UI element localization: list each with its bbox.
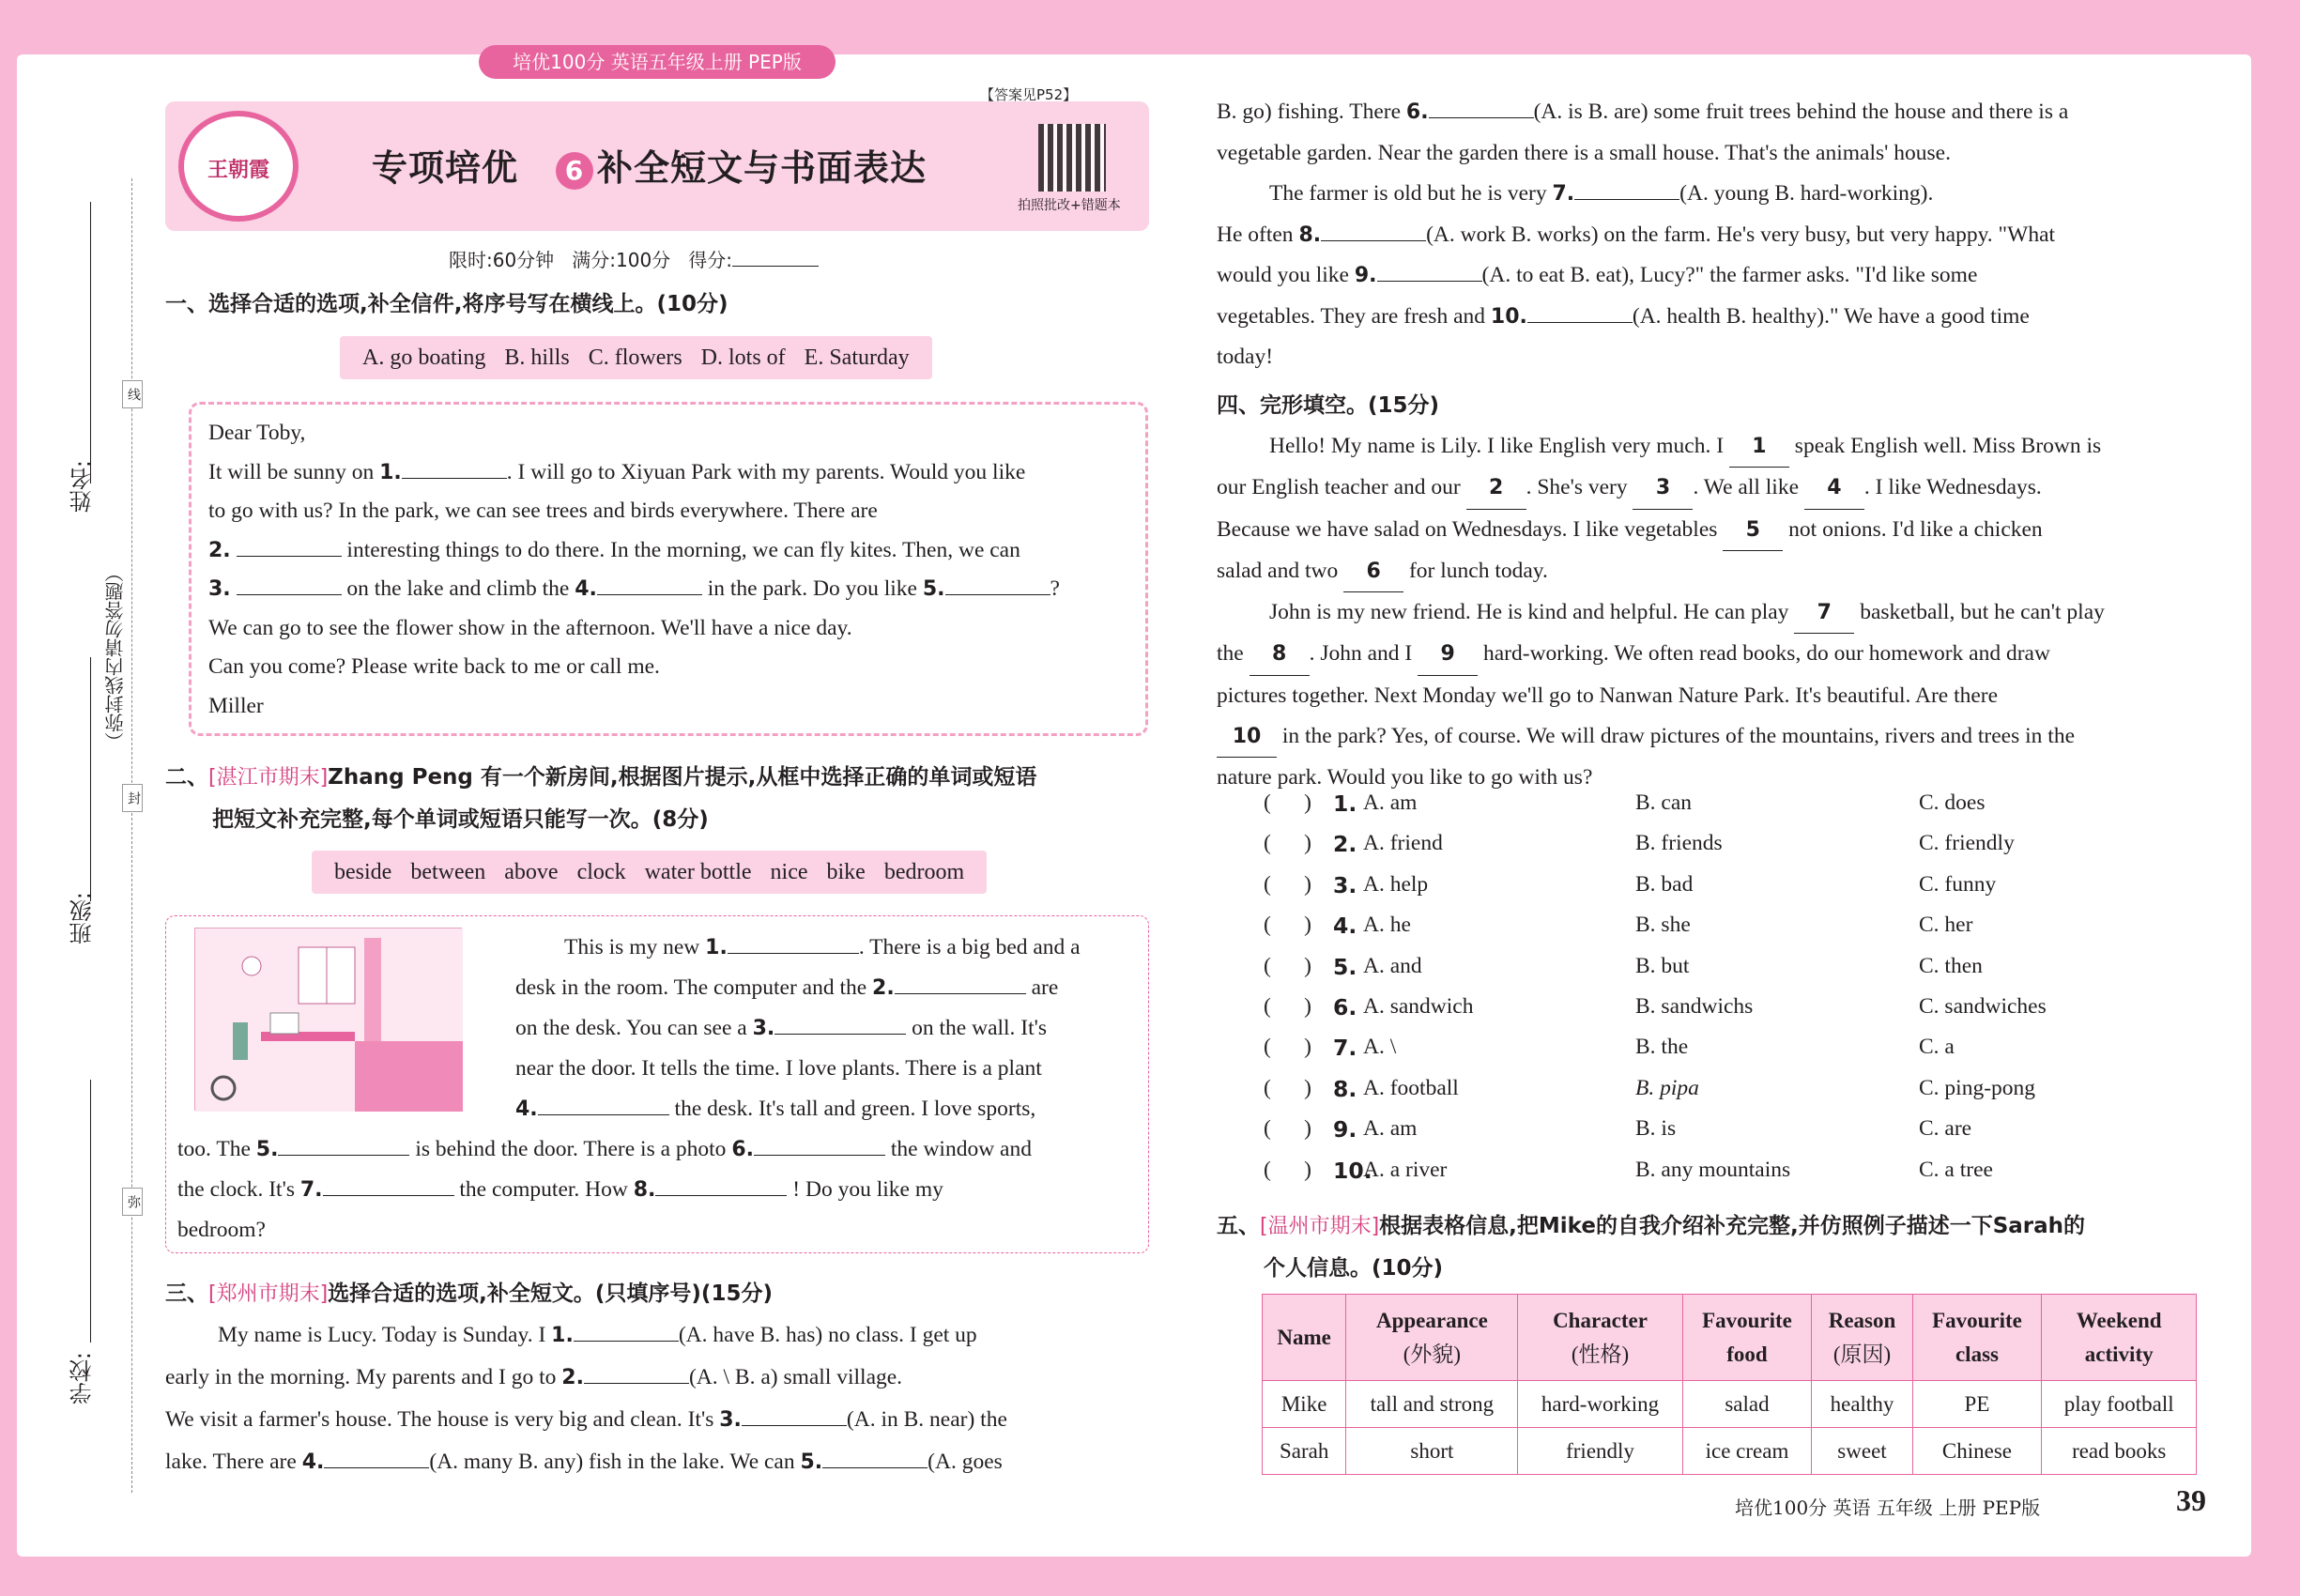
cloze-blank-7[interactable]: 7 <box>1794 592 1854 634</box>
letter-greeting: Dear Toby, <box>208 421 306 445</box>
question-number: 1. <box>1333 790 1357 817</box>
s3-blank-2[interactable] <box>584 1359 689 1384</box>
choice-b: B. pipa <box>1635 1075 1699 1100</box>
choice-b: B. but <box>1635 953 1690 978</box>
cloze-blank-1[interactable]: 1 <box>1729 426 1789 468</box>
choice-a: A. am <box>1363 1116 1418 1142</box>
section-2-heading: 二、[湛江市期末]Zhang Peng 有一个新房间,根据图片提示,从框中选择正确的单词或短语 把短文补充完整,每个单词或短语只能写一次。(8分) <box>165 765 1037 832</box>
option-d: D. lots of <box>700 345 786 370</box>
choice-c: C. then <box>1919 953 1983 978</box>
choice-b: B. the <box>1635 1035 1689 1060</box>
choice-a: A. friend <box>1363 831 1443 856</box>
title-text: 补全短文与书面表达 <box>597 147 928 189</box>
page-number: 39 <box>2176 1483 2206 1517</box>
section-1-options <box>340 336 932 379</box>
col-activity: Weekend activity <box>2042 1295 2197 1381</box>
col-food: Favourite food <box>1682 1295 1812 1381</box>
full-score: 满分:100分 <box>572 249 671 271</box>
test-meta <box>449 242 819 272</box>
s1-blank-4[interactable] <box>597 571 702 595</box>
choice-a: A. a river <box>1363 1157 1448 1182</box>
choice-c: C. friendly <box>1919 831 2015 856</box>
footer-text: 培优100分 英语 五年级 上册 PEP版 <box>1735 1496 2041 1519</box>
s3-blank-7[interactable] <box>1574 176 1679 200</box>
section-3-heading: 三、[郑州市期末]选择合适的选项,补全短文。(只填序号)(15分) <box>165 1281 773 1306</box>
s2-blank-3[interactable] <box>774 1010 906 1035</box>
s4-passage: Hello! My name is Lily. I like English very much. I 1 speak English well. Miss Brown is our English teacher and our 2 . She's very 3 . We all like 4 . I like Wednesdays. Because we have salad on Wednesdays. I like vegetables 5 not onions. I'd like a chicken salad and two 6 for lunch today. John is my new friend. He is kind and helpful. He can play 7 basketball, but he can't play the 8 . John and I 9 hard-working. We often read books, do our homework and draw pictures together. Next Monday we'll go to Nanwan Nature Park. It's beautiful. Are there 10 in the park? Yes, of course. We will draw pictures of the mountains, rivers and trees in the nature park. Would you like to go with us? <box>1217 426 2202 799</box>
s2-blank-1[interactable] <box>728 929 859 954</box>
answer-bracket[interactable]: ( ) <box>1264 831 1311 856</box>
title-number-badge: 6 <box>556 152 593 190</box>
qr-code-icon[interactable] <box>1038 124 1106 192</box>
question-number: 3. <box>1333 871 1357 898</box>
choice-c: C. are <box>1919 1116 1972 1142</box>
s2-passage: This is my new 1. . There is a big bed and a desk in the room. The computer and the 2. are on the desk. You can see a 3. on the wall. It's near the door. It tells the time. I love plants. There is a plant 4. the desk. It's tall and green. I love sports, too. The 5. is behind the door. There is a photo 6. the window and the clock. It's 7. the computer. How 8. ! Do you like my bedroom? <box>166 916 1150 1251</box>
info-table <box>1262 1294 2197 1475</box>
title-banner <box>165 86 1149 231</box>
choice-c: C. funny <box>1919 871 1997 897</box>
col-class: Favourite class <box>1912 1295 2042 1381</box>
choice-b: B. can <box>1635 790 1693 815</box>
s2-blank-2[interactable] <box>895 970 1026 994</box>
choice-c: C. a <box>1919 1035 1955 1060</box>
choice-a: A. and <box>1363 953 1422 978</box>
name-label: 姓名: <box>69 460 96 514</box>
section-4-heading: 四、完形填空。(15分) <box>1217 393 1440 418</box>
s1-blank-5[interactable] <box>945 571 1050 595</box>
choice-b: B. friends <box>1635 831 1723 856</box>
answer-bracket[interactable]: ( ) <box>1264 1035 1311 1060</box>
cloze-blank-6[interactable]: 6 <box>1343 551 1403 592</box>
seal-mi-mark: 弥 <box>122 1188 143 1216</box>
cloze-blank-4[interactable]: 4 <box>1804 468 1864 509</box>
option-c: C. flowers <box>588 345 682 370</box>
page-title <box>372 139 927 191</box>
table-row: Mike tall and strong hard-working salad healthy PE play football <box>1263 1381 2197 1428</box>
section-5-heading: 五、[温州市期末]根据表格信息,把Mike的自我介绍补充完整,并仿照例子描述一下Sarah的 个人信息。(10分) <box>1217 1214 2086 1281</box>
choice-c: C. sandwiches <box>1919 994 2047 1019</box>
score-blank[interactable] <box>732 242 819 267</box>
cloze-blank-3[interactable]: 3 <box>1633 468 1693 509</box>
qr-caption: 拍照批改+错题本 <box>1018 198 1121 213</box>
answer-bracket[interactable]: ( ) <box>1264 871 1311 897</box>
letter-signature: Miller <box>208 693 264 718</box>
s1-blank-2[interactable] <box>237 532 342 557</box>
answer-bracket[interactable]: ( ) <box>1264 790 1311 815</box>
answer-bracket[interactable]: ( ) <box>1264 1075 1311 1100</box>
choice-c: C. ping-pong <box>1919 1075 2036 1100</box>
section-2-options: beside between above clock water bottle nice bike bedroom <box>312 851 987 894</box>
seal-line-mark: 线 <box>122 380 143 408</box>
s2-blank-7[interactable] <box>323 1172 454 1196</box>
logo-text: 王朝霞 <box>207 158 269 182</box>
answer-bracket[interactable]: ( ) <box>1264 953 1311 978</box>
class-label: 班级: <box>69 892 96 945</box>
title-prefix: 专项培优 <box>372 147 519 189</box>
cloze-blank-2[interactable]: 2 <box>1466 468 1526 509</box>
question-number: 10. <box>1333 1157 1372 1184</box>
question-number: 4. <box>1333 913 1357 940</box>
col-name: Name <box>1263 1295 1346 1381</box>
question-number: 5. <box>1333 953 1357 980</box>
s3-blank-5[interactable] <box>822 1444 928 1468</box>
choice-c: C. a tree <box>1919 1157 1993 1182</box>
question-number: 7. <box>1333 1035 1357 1062</box>
school-line <box>90 1080 91 1343</box>
section-1-heading: 一、选择合适的选项,补全信件,将序号写在横线上。(10分) <box>165 292 728 316</box>
table-row: Sarah short friendly ice cream sweet Chinese read books <box>1263 1428 2197 1475</box>
seal-feng-mark: 封 <box>122 784 143 812</box>
s1-blank-1[interactable] <box>402 454 507 479</box>
choice-b: B. sandwichs <box>1635 994 1754 1019</box>
s3-blank-8[interactable] <box>1321 217 1426 241</box>
col-appearance: Appearance (外貌) <box>1346 1295 1518 1381</box>
seal-line <box>131 178 132 1493</box>
choice-c: C. does <box>1919 790 1986 815</box>
s1-blank-3[interactable] <box>237 571 342 595</box>
s2-blank-4[interactable] <box>538 1091 669 1115</box>
s3-passage-left: My name is Lucy. Today is Sunday. I 1. (A. have B. has) no class. I get up early in the morning. My parents and I go to 2. (A. \ B. a) small village. We visit a farmer's house. The house is very big and clean. It's 3. (A. in B. near) the lake. There are 4. (A. many B. any) fish in the lake. We can 5. (A. goes <box>165 1314 1149 1483</box>
choice-b: B. any mountains <box>1635 1157 1791 1182</box>
option-b: B. hills <box>504 345 570 370</box>
s2-blank-8[interactable] <box>655 1172 787 1196</box>
school-label: 学校: <box>69 1352 96 1405</box>
cloze-blank-9[interactable]: 9 <box>1418 634 1478 675</box>
choice-a: A. sandwich <box>1363 994 1474 1019</box>
choice-a: A. \ <box>1363 1035 1397 1060</box>
cloze-blank-10[interactable]: 10 <box>1217 716 1277 758</box>
answer-reference: 【答案见P52】 <box>980 86 1078 103</box>
s3-blank-9[interactable] <box>1377 257 1482 282</box>
letter-line-5: We can go to see the flower show in the afternoon. We'll have a nice day. <box>208 615 852 640</box>
answer-bracket[interactable]: ( ) <box>1264 1157 1311 1182</box>
letter-box <box>189 402 1148 736</box>
series-banner: 培优100分 英语五年级上册 PEP版 <box>479 45 836 79</box>
choice-b: B. is <box>1635 1116 1677 1142</box>
letter-line-6: Can you come? Please write back to me or call me. <box>208 654 660 679</box>
brand-logo <box>178 111 299 222</box>
s2-blank-6[interactable] <box>754 1131 885 1156</box>
letter-text: Dear Toby, It will be sunny on 1. . I will go to Xiyuan Park with my parents. Would you like to go with us? In the park, we can see trees and birds everywhere. There are 2. interesting things to do there. In the morning, we can fly kites. Then, we can 3. on the lake and climb the 4. in the park. Do you like 5. ? We can go to see the flower show in the afternoon. We'll have a nice day. Can you come? Please write back to me or call me. Miller <box>208 414 1128 726</box>
s3-blank-3[interactable] <box>742 1402 847 1426</box>
cloze-blank-5[interactable]: 5 <box>1723 510 1783 551</box>
time-limit: 限时:60分钟 <box>449 249 555 271</box>
question-number: 9. <box>1333 1116 1357 1143</box>
class-line <box>90 657 91 901</box>
s3-passage-right: B. go) fishing. There 6. (A. is B. are) some fruit trees behind the house and there is a vegetable garden. Near the garden there is a small house. That's the animals' house. The farmer is old but he is very 7. (A. young B. hard-working). He often 8. (A. work B. works) on the farm. He's very busy, but very happy. "What would you like 9. (A. to eat B. eat), Lucy?" the farmer asks. "I'd like some vegetables. They are fresh and 10. (A. health B. healthy)." We have a good time today! <box>1217 92 2202 378</box>
source-tag: [湛江市期末] <box>208 766 329 790</box>
bedroom-passage-box <box>165 915 1149 1253</box>
answer-bracket[interactable]: ( ) <box>1264 994 1311 1019</box>
score-label: 得分: <box>688 249 733 271</box>
col-reason: Reason (原因) <box>1812 1295 1912 1381</box>
option-a: A. go boating <box>362 345 486 370</box>
s3-blank-10[interactable] <box>1527 299 1633 323</box>
letter-line-2: to go with us? In the park, we can see trees and birds everywhere. There are <box>208 499 878 523</box>
choice-b: B. she <box>1635 913 1691 938</box>
question-number: 6. <box>1333 994 1357 1021</box>
seal-note: （弥封线内请勿答题） <box>104 563 127 751</box>
s3-blank-1[interactable] <box>574 1317 679 1342</box>
s3-blank-6[interactable] <box>1429 94 1534 118</box>
s2-blank-5[interactable] <box>278 1131 409 1156</box>
choice-c: C. her <box>1919 913 1973 938</box>
choice-b: B. bad <box>1635 871 1694 897</box>
answer-bracket[interactable]: ( ) <box>1264 1116 1311 1142</box>
question-number: 8. <box>1333 1075 1357 1102</box>
name-line <box>90 202 91 483</box>
answer-bracket[interactable]: ( ) <box>1264 913 1311 938</box>
s3-blank-4[interactable] <box>324 1444 429 1468</box>
choice-a: A. help <box>1363 871 1429 897</box>
option-e: E. Saturday <box>804 345 910 370</box>
question-number: 2. <box>1333 831 1357 858</box>
col-character: Character (性格) <box>1518 1295 1682 1381</box>
choice-a: A. football <box>1363 1075 1459 1100</box>
choice-a: A. am <box>1363 790 1418 815</box>
cloze-blank-8[interactable]: 8 <box>1250 634 1310 675</box>
choice-a: A. he <box>1363 913 1411 938</box>
